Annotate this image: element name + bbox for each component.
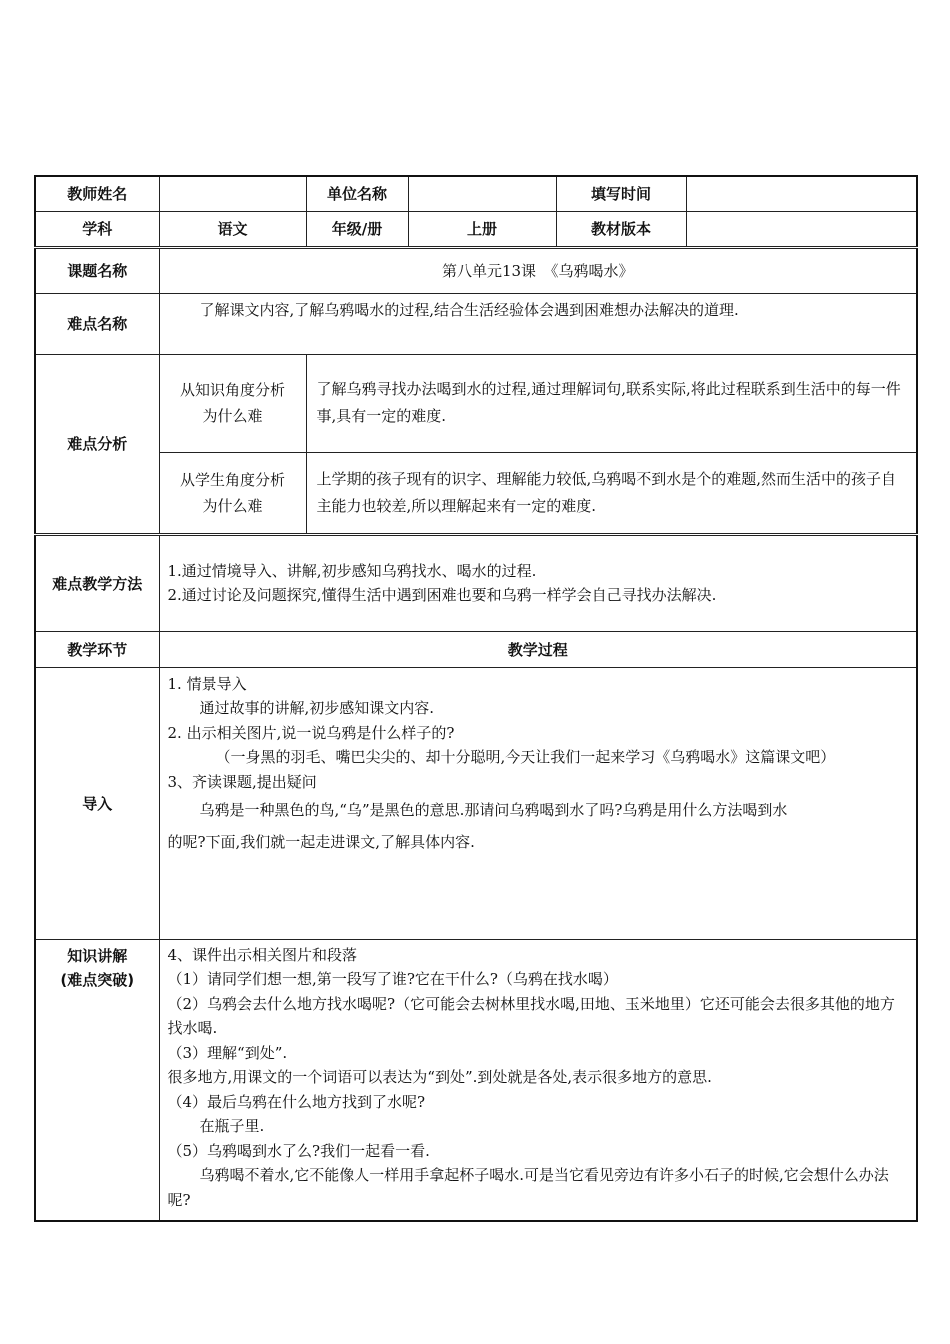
analysis-row-student [35, 452, 917, 534]
process-header: 教学过程 [159, 631, 917, 667]
info-row-1 [35, 176, 917, 211]
knowledge-angle-line-1: 从知识角度分析 [179, 381, 285, 399]
teacher-value [159, 176, 306, 211]
knowledge-line: （4）最后乌鸦在什么地方找到了水呢? [167, 1092, 426, 1111]
grade-value: 上册 [408, 211, 556, 247]
info-row-2 [35, 211, 917, 247]
intro-label: 导入 [35, 667, 159, 939]
method-label: 难点教学方法 [35, 534, 159, 631]
subject-value: 语文 [159, 211, 306, 247]
lesson-plan-page [34, 175, 916, 1222]
knowledge-label-line-1: 知识讲解 [67, 946, 128, 965]
intro-row [35, 667, 917, 939]
knowledge-angle-text: 了解乌鸦寻找办法喝到水的过程,通过理解词句,联系实际,将此过程联系到生活中的每一件事,具有一定的难度. [306, 354, 917, 452]
intro-line: （一身黑的羽毛、嘴巴尖尖的、却十分聪明,今天让我们一起来学习《乌鸦喝水》这篇课文吧） [215, 748, 836, 766]
difficulty-value: 了解课文内容,了解乌鸦喝水的过程,结合生活经验体会遇到困难想办法解决的道理. [159, 293, 917, 354]
stage-header: 教学环节 [35, 631, 159, 667]
topic-value: 第八单元13课 《乌鸦喝水》 [159, 247, 917, 293]
method-row [35, 534, 917, 631]
unit-label: 单位名称 [306, 176, 408, 211]
student-angle-line-1: 从学生角度分析 [179, 470, 285, 489]
difficulty-row [35, 293, 917, 354]
knowledge-angle-line-2: 为什么难 [202, 407, 263, 425]
intro-line: 3、齐读课题,提出疑问 [167, 772, 317, 791]
time-value [686, 176, 917, 211]
student-angle-text: 上学期的孩子现有的识字、理解能力较低,乌鸦喝不到水是个的难题,然而生活中的孩子自主能力也较差,所以理解起来有一定的难度. [306, 452, 917, 534]
knowledge-line: 在瓶子里. [199, 1117, 265, 1135]
method-line-2: 2.通过讨论及问题探究,懂得生活中遇到困难也要和乌鸦一样学会自己寻找办法解决. [167, 586, 717, 604]
topic-label: 课题名称 [35, 247, 159, 293]
intro-line: 的呢?下面,我们就一起走进课文,了解具体内容. [167, 833, 475, 851]
knowledge-line: （1）请同学们想一想,第一段写了谁?它在干什么?（乌鸦在找水喝） [167, 970, 618, 988]
lesson-plan-table [34, 175, 918, 1222]
knowledge-line: （2）乌鸦会去什么地方找水喝呢?（它可能会去树林里找水喝,田地、玉米地里）它还可能会去很多其他的地方找水喝. [167, 994, 895, 1037]
student-angle-label [159, 452, 306, 534]
grade-label: 年级/册 [306, 211, 408, 247]
knowledge-line: 乌鸦喝不着水,它不能像人一样用手拿起杯子喝水.可是当它看见旁边有许多小石子的时候,它会想什么办法呢? [167, 1166, 889, 1209]
knowledge-line: （3）理解“到处”. [167, 1043, 288, 1062]
subject-label: 学科 [35, 211, 159, 247]
difficulty-label: 难点名称 [35, 293, 159, 354]
edition-label: 教材版本 [556, 211, 686, 247]
unit-value [408, 176, 556, 211]
analysis-row-knowledge [35, 354, 917, 452]
intro-content [159, 667, 917, 939]
edition-value [686, 211, 917, 247]
knowledge-row [35, 939, 917, 1221]
knowledge-line: （5）乌鸦喝到水了么?我们一起看一看. [167, 1141, 430, 1160]
intro-line: 2. 出示相关图片,说一说乌鸦是什么样子的? [167, 723, 455, 742]
student-angle-line-2: 为什么难 [202, 496, 263, 515]
knowledge-content [159, 939, 917, 1221]
time-label: 填写时间 [556, 176, 686, 211]
teacher-label: 教师姓名 [35, 176, 159, 211]
method-text [159, 534, 917, 631]
knowledge-line: 4、课件出示相关图片和段落 [167, 945, 358, 964]
knowledge-line: 很多地方,用课文的一个词语可以表达为“到处”.到处就是各处,表示很多地方的意思. [167, 1068, 712, 1086]
knowledge-label [35, 939, 159, 1221]
intro-line: 1. 情景导入 [167, 674, 247, 693]
intro-line: 通过故事的讲解,初步感知课文内容. [199, 699, 435, 717]
method-line-1: 1.通过情境导入、讲解,初步感知乌鸦找水、喝水的过程. [167, 561, 537, 580]
knowledge-angle-label [159, 354, 306, 452]
topic-row [35, 247, 917, 293]
process-header-row [35, 631, 917, 667]
intro-line: 乌鸦是一种黑色的鸟,“乌”是黑色的意思.那请问乌鸦喝到水了吗?乌鸦是用什么方法喝到水 [199, 801, 788, 819]
analysis-label: 难点分析 [35, 354, 159, 534]
knowledge-label-line-2: (难点突破) [60, 970, 135, 989]
